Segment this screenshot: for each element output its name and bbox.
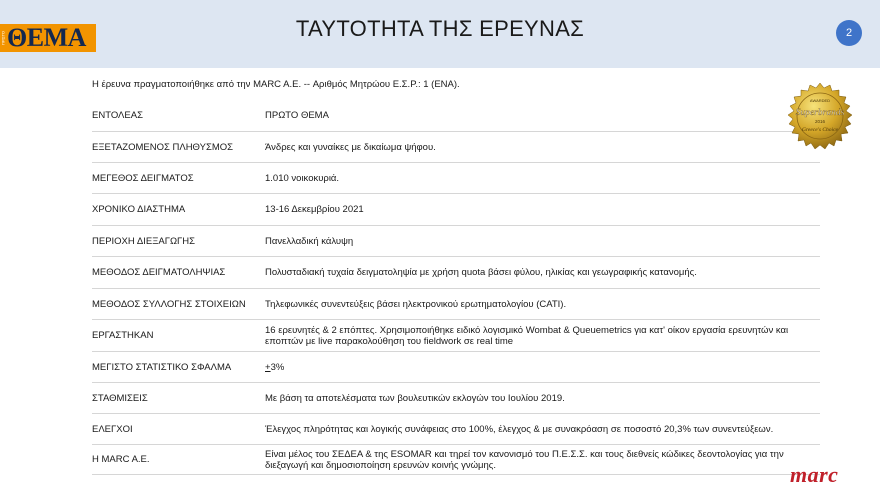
table-row [92,100,820,132]
seal-year-text: 2016 [814,119,826,124]
table-row [92,226,820,257]
table-row [92,194,820,226]
page-title: ΤΑΥΤΟΤΗΤΑ ΤΗΣ ΕΡΕΥΝΑΣ [295,16,585,41]
table-row [92,289,820,320]
error-value: 3% [270,361,285,373]
row-label: ΕΛΕΓΧΟΙ [92,423,133,435]
row-value: Άνδρες και γυναίκες με δικαίωμα ψήφου. [265,141,436,153]
row-value [265,362,292,373]
plus-minus-sign: + [265,361,271,373]
row-value: ΠΡΩΤΟ ΘΕΜΑ [265,110,329,121]
row-value: Με βάση τα αποτελέσματα των βουλευτικών εκλογών του Ιουλίου 2019. [265,392,565,404]
row-label: ΜΕΘΟΔΟΣ ΣΥΛΛΟΓΗΣ ΣΤΟΙΧΕΙΩΝ [92,298,246,310]
row-value: Είναι μέλος του ΣΕΔΕΑ & της ESOMAR και τηρεί τον κανονισμό του Π.Ε.Σ.Σ. και τους διεθνείς κώδικες δεοντολογίας για την διεξαγωγή και δημοσιοποίηση ερευνών κοινής γνώμης. [265,448,784,471]
page-number-badge: 2 [836,20,862,46]
row-value: Τηλεφωνικές συνεντεύξεις βάσει ηλεκτρονικού ερωτηματολογίου (CATI). [265,298,567,310]
row-label: ΕΝΤΟΛΕΑΣ [92,110,143,121]
superbrands-seal [784,82,856,154]
survey-identity-table [92,100,820,475]
row-label: ΜΕΓΕΘΟΣ ΔΕΙΓΜΑΤΟΣ [92,172,194,184]
table-row [92,163,820,194]
row-label: ΠΕΡΙΟΧΗ ΔΙΕΞΑΓΩΓΗΣ [92,235,196,247]
marc-logo: marc [790,462,839,487]
row-label: ΜΕΘΟΔΟΣ ΔΕΙΓΜΑΤΟΛΗΨΙΑΣ [92,267,226,278]
row-label: ΜΕΓΙΣΤΟ ΣΤΑΤΙΣΤΙΚΟ ΣΦΑΛΜΑ [92,361,232,373]
row-label: ΣΤΑΘΜΙΣΕΙΣ [92,392,148,404]
seal-brand-text: Superbrands [795,108,845,118]
row-value: 16 ερευνητές & 2 επόπτες. Χρησιμοποιήθηκε ειδικό λογισμικό Wombat & Queuemetrics για κατ' οίκον εργασία ερευνητών και εποπτών με live παρακολούθηση του fieldwork σε real time [265,324,789,347]
table-row [92,445,820,475]
row-label: Η MARC A.E. [92,454,150,465]
logo-small-text: ΠΡΩΤΟ [0,30,6,46]
seal-bottom-text: Greece's Choice [802,127,838,133]
logo-text: ΘΕΜΑ [7,23,86,52]
row-label: ΕΡΓΑΣΤΗΚΑΝ [92,330,154,341]
table-row [92,352,820,383]
row-value: Πανελλαδική κάλυψη [265,235,354,247]
intro-text: Η έρευνα πραγματοποιήθηκε από την MARC A.E. -- Αριθμός Μητρώου Ε.Σ.Ρ.: 1 (ΕΝΑ). [92,79,460,90]
table-row [92,383,820,414]
seal-top-text: AWARDED [809,98,831,103]
row-label: ΕΞΕΤΑΖΟΜΕΝΟΣ ΠΛΗΘΥΣΜΟΣ [92,141,234,153]
table-row [92,132,820,163]
table-row [92,414,820,445]
row-value: 1.010 νοικοκυριά. [265,172,340,184]
row-label: ΧΡΟΝΙΚΟ ΔΙΑΣΤΗΜΑ [92,204,186,215]
row-value: Πολυσταδιακή τυχαία δειγματοληψία με χρήση quota βάσει φύλου, ηλικίας και γεωγραφικής κατανομής. [265,267,697,278]
table-row [92,320,820,352]
row-value: Έλεγχος πληρότητας και λογικής συνάφειας στο 100%, έλεγχος & με συνακρόαση σε ποσοστό 20,3% των συνεντεύξεων. [265,423,774,435]
table-row [92,257,820,289]
row-value: 13-16 Δεκεμβρίου 2021 [265,204,364,215]
